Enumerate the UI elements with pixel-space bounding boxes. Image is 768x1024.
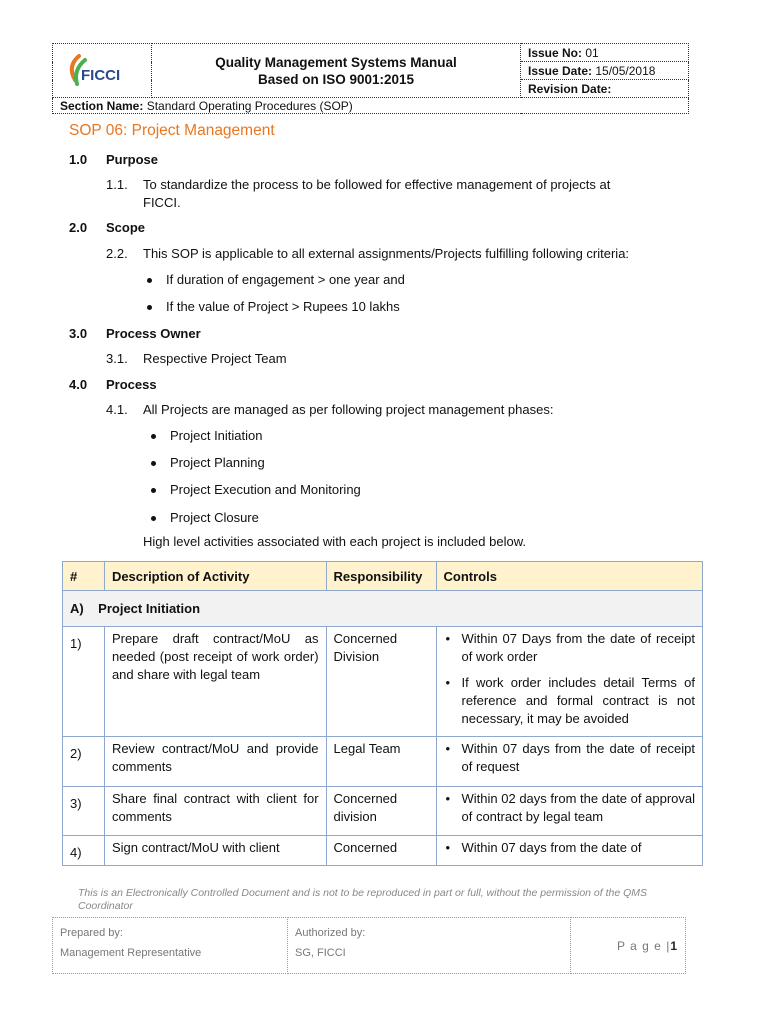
activity-description: Sign contract/MoU with client [104,836,326,866]
column-header: Description of Activity [104,562,326,591]
title-line-1: Quality Management Systems Manual [215,54,457,70]
controls [436,627,703,737]
issue-date-value: 15/05/2018 [595,63,656,78]
controls [436,737,703,787]
prepared-by-value: Management Representative [60,947,202,959]
list-item [151,510,259,525]
heading-title: Purpose [106,152,159,167]
list-item-text: Project Initiation [170,428,263,443]
list-item [147,299,400,314]
heading-number: 4.0 [69,377,88,392]
issue-date-cell [521,62,689,80]
bullet-icon [147,278,152,283]
sop-title: SOP 06: Project Management [69,122,275,139]
item-number: 1.1. [106,177,128,192]
ficci-logo [63,50,143,92]
control-item: • If work order includes detail Terms of reference and formal contract is not necessary, it may be avoided [444,674,696,728]
revision-date-label: Revision Date: [528,81,612,96]
column-header: # [63,562,105,591]
bullet-icon [151,461,156,466]
column-header: Controls [436,562,703,591]
list-item-text: If the value of Project > Rupees 10 lakhs [166,299,400,314]
bullet-icon [151,488,156,493]
bullet-icon [151,434,156,439]
issue-no-value: 01 [585,45,599,60]
footer-disclaimer: This is an Electronically Controlled Document and is not to be reproduced in part or full, without the permission of the QMS Coordinator [78,887,648,912]
row-number: 1) [63,627,105,737]
prepared-by-label: Prepared by: [60,927,123,939]
activity-table [62,561,703,866]
item-text-line-2: FICCI. [143,195,181,210]
heading-number: 2.0 [69,220,88,235]
authorized-by-cell [288,918,571,974]
row-number: 2) [63,737,105,787]
control-item: • Within 02 days from the date of approval of contract by legal team [444,790,696,826]
table-row [63,737,703,787]
section-name-value: Standard Operating Procedures (SOP) [146,98,353,113]
section-name-label: Section Name: [60,98,144,113]
authorized-by-value: SG, FICCI [295,947,346,959]
logo-text: FICCI [81,67,121,84]
issue-no-cell [521,44,689,62]
item-text-line-1: To standardize the process to be followed for effective management of projects at [143,177,611,192]
table-header-row [63,562,703,591]
control-item: • Within 07 Days from the date of receipt of work order [444,630,696,666]
table-row [63,836,703,866]
row-number: 3) [63,787,105,836]
item-number: 3.1. [106,351,128,366]
table-section-row [63,591,703,627]
item-text: This SOP is applicable to all external assignments/Projects fulfilling following criteria: [143,246,630,261]
column-header: Responsibility [326,562,436,591]
heading-title: Scope [106,220,146,235]
heading-number: 3.0 [69,326,88,341]
logo-cell [53,44,152,98]
issue-no-label: Issue No: [528,45,583,60]
bullet-icon [147,305,152,310]
page-number-cell [571,918,686,974]
controls [436,787,703,836]
page-label: P a g e | [617,938,671,953]
list-item [151,428,263,443]
list-item [151,455,265,470]
item-text: Respective Project Team [143,351,287,366]
page-number: 1 [670,938,678,953]
heading-title: Process Owner [106,326,201,341]
control-item: • Within 07 days from the date of receipt of request [444,740,696,776]
item-text: All Projects are managed as per following project management phases: [143,402,554,417]
item-number: 4.1. [106,402,128,417]
prepared-by-cell [53,918,288,974]
issue-date-label: Issue Date: [528,63,593,78]
list-item-text: Project Closure [170,510,259,525]
table-row [63,787,703,836]
activity-description: Review contract/MoU and provide comments [104,737,326,787]
section-name-cell [53,98,689,114]
title-line-2: Based on ISO 9001:2015 [257,71,415,87]
process-note: High level activities associated with each project is included below. [143,534,526,549]
control-item: • Within 07 days from the date of [444,839,696,857]
list-item-text: Project Planning [170,455,265,470]
responsibility: Concerned division [326,787,436,836]
row-number: 4) [63,836,105,866]
heading-number: 1.0 [69,152,88,167]
footer-table [52,917,686,974]
table-row [63,627,703,737]
revision-date-cell [521,80,689,98]
authorized-by-label: Authorized by: [295,927,366,939]
item-number: 2.2. [106,246,128,261]
list-item-text: If duration of engagement > one year and [166,272,405,287]
controls [436,836,703,866]
heading-title: Process [106,377,157,392]
list-item-text: Project Execution and Monitoring [170,482,361,497]
responsibility: Legal Team [326,737,436,787]
responsibility: Concerned [326,836,436,866]
list-item [151,482,361,497]
bullet-icon [151,516,156,521]
list-item [147,272,405,287]
section-label: A) Project Initiation [63,591,703,627]
manual-title [152,44,521,98]
activity-description: Prepare draft contract/MoU as needed (post receipt of work order) and share with legal team [104,627,326,737]
activity-description: Share final contract with client for comments [104,787,326,836]
responsibility: Concerned Division [326,627,436,737]
document-header [52,43,689,114]
